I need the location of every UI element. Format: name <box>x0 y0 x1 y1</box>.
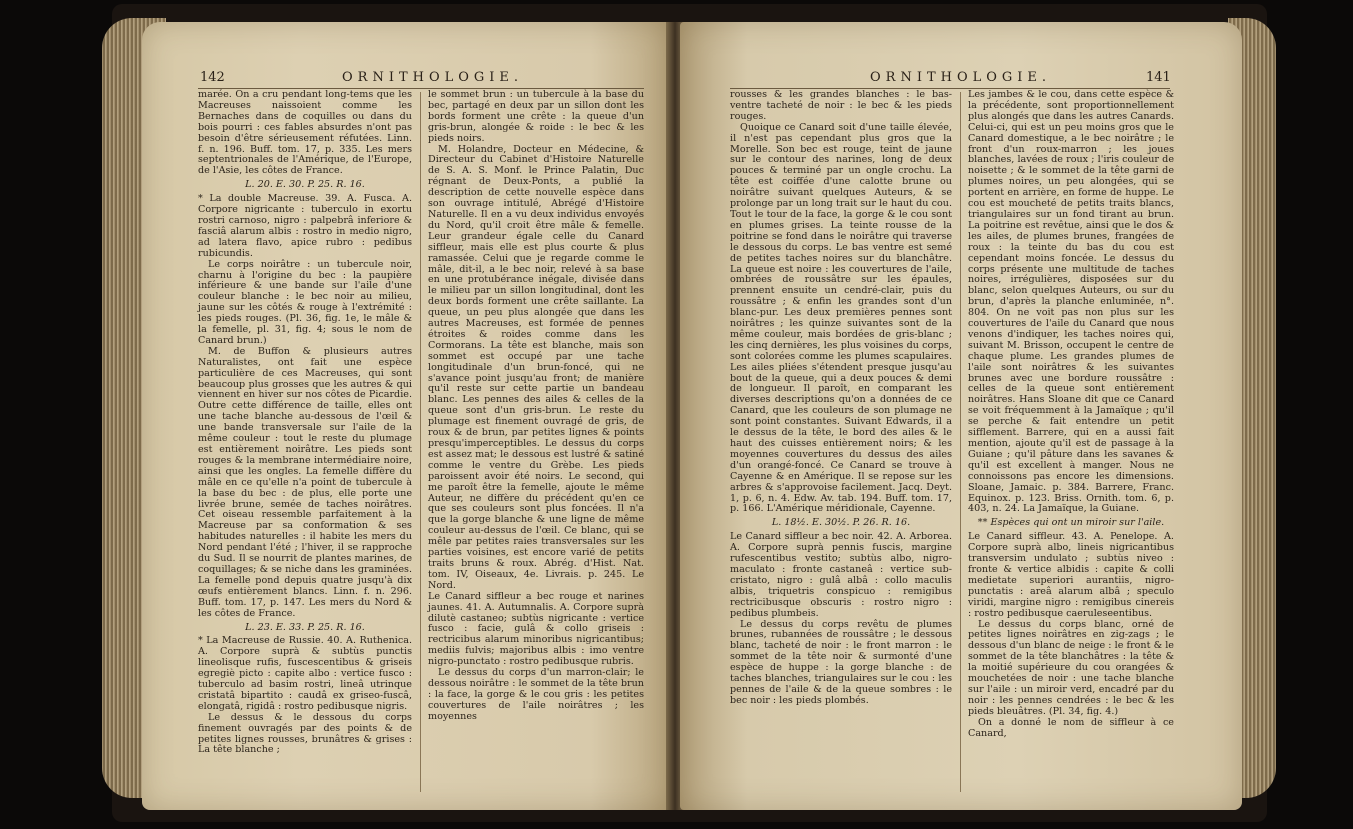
measurements: L. 20. E. 30. P. 25. R. 16. <box>245 179 365 191</box>
paragraph: On a donné le nom de siffleur à ce Canard, <box>968 716 1174 739</box>
paragraph: marée. On a cru pendant long-tems que les Macreuses naissoient comme les Bernaches dans de coquilles ou dans du bois pourri : ces fables absurdes n'ont pas besoin d'être sérieusement réfutées. Linn. f. n. 196. Buff. tom. 17, p. 335. Les mers septentrionales de l'Amérique, de l'Europe, de l'Asie, les côtes de France. <box>198 89 412 177</box>
section-heading: ** Espèces qui ont un miroir sur l'aile. <box>977 517 1165 529</box>
paragraph: Les jambes & le cou, dans cette espèce & la précédente, sont proportionnellement plus alongés que dans les autres Canards. Celui-ci, qui est un peu moins gros que le Canard domestique, a le bec noirâtre ; le front d'un roux-marron ; les joues blanches, lavées de roux ; l'iris couleur de noisette ; & le sommet de la tête garni de plumes noires, un peu alongées, qui se portent en arrière, en forme de huppe. Le cou est moucheté de petits traits blancs, triangulaires sur un fond tirant au brun. La poitrine est revêtue, ainsi que le dos & les ailes, de plumes brunes, frangées de roux : la teinte du bas du cou est cependant moins foncée. Le dessus du corps présente une multitude de taches noires, irrégulières, disposées sur du blanc, selon quelques Auteurs, ou sur du brun, d'après la planche enluminée, n°. 804. On ne voit pas non plus sur les couvertures de l'aile du Canard que nous venons d'indiquer, les taches noires qui, suivant M. Brisson, occupent le centre de chaque plume. Les grandes plumes de l'aile sont noirâtres & les suivantes brunes avec une bordure roussâtre : celles de la queue sont entièrement noirâtres. Hans Sloane dit que ce Canard se voit fréquemment à la Jamaïque ; qu'il se perche & fait entendre un petit sifflement. Barrere, qui en a aussi fait mention, ajoute qu'il est de passage à la Guiane ; qu'il pâture dans les savanes & qu'il est excellent à manger. Nous ne connoissons pas encore les dimensions. Sloane, Jamaic. p. 384. Barrere, Franc. Equinox. p. 123. Briss. Ornith. tom. 6, p. 403, n. 24. La Jamaïque, la Guiane. <box>968 89 1174 515</box>
paragraph: Le dessus du corps d'un marron-clair; le dessous noirâtre : le sommet de la tête brun : la face, la gorge & le cou gris : les petites couvertures de l'aile noirâtres ; les moyennes <box>428 667 644 722</box>
species-heading: Le Canard siffleur a bec rouge et narines jaunes. 41. A. Autumnalis. A. Corpore suprà dilutè castaneo; subtùs nigricante : vertice fusco : facie, gulâ & collo griseis : rectricibus alarum minoribus nigricantibus; mediis fulvis; majoribus albis : imo ventre nigro-punctato : rostro pedibusque rubris. <box>428 590 644 668</box>
paragraph: M. de Buffon & plusieurs autres Naturalistes, ont fait une espèce particulière de ces Macreuses, qui sont beaucoup plus grosses que les autres & qui viennent en hiver sur nos côtes de Picardie. Outre cette différence de taille, elles ont une tache blanche au-dessous de l'œil & une bande transversale sur l'aile de la même couleur : tout le reste du plumage est entièrement noirâtre. Les pieds sont rouges & la membrane intermédiaire noire, ainsi que les ongles. La femelle diffère du mâle en ce qu'elle n'a point de tubercule à la base du bec : de plus, elle porte une livrée brune, semée de taches noirâtres. Cet oiseau ressemble parfaitement à la Macreuse par sa conformation & ses habitudes naturelles : il habite les mers du Nord pendant l'été ; l'hiver, il se rapproche du Sud. Il se nourrit de plantes marines, de coquillages; & se niche dans les graminées. La femelle pond depuis quatre jusqu'à dix œufs entièrement blancs. Linn. f. n. 296. Buff. tom. 17, p. 147. Les mers du Nord & les côtes de France. <box>198 345 412 619</box>
paragraph: rousses & les grandes blanches : le bas-ventre tacheté de noir : le bec & les pieds rouges. <box>730 89 952 122</box>
paragraph: le sommet brun : un tubercule à la base du bec, partagé en deux par un sillon dont les bords forment une crête : la queue d'un gris-brun, alongée & roide : le bec & les pieds noirs. <box>428 89 644 144</box>
species-heading: * La double Macreuse. 39. A. Fusca. A. Corpore nigricante : tuberculo in exortu rostri carnoso, nigro : palpebrâ inferiore & fasciâ alarum albis : rostro in medio nigro, ad latera flavo, apice rubro : pedibus rubicundis. <box>198 193 412 259</box>
running-head: ORNITHOLOGIE. <box>342 70 524 85</box>
text-column-1 <box>730 90 952 707</box>
paragraph: Le dessus du corps revêtu de plumes brunes, rubannées de roussâtre ; le dessous blanc, tacheté de noir : le front marron : le sommet de la tête noir & surmonté d'une espèce de huppe : la gorge blanche : de taches blanches, triangulaires sur le cou : les pennes de l'aile & de la queue sombres : le bec noir : les pieds plombés. <box>730 618 952 706</box>
species-heading: Le Canard siffleur. 43. A. Penelope. A. Corpore suprà albo, lineis nigricantibus transversim undulato ; subtùs niveo : fronte & vertice albidis : capite & colli medietate superiori aurantiis, nigro-punctatis : areâ alarum albâ ; speculo viridi, margine nigro : remigibus cinereis : rostro pedibusque caeruleseentibus. <box>968 531 1174 619</box>
column-divider <box>960 92 961 792</box>
running-head: ORNITHOLOGIE. <box>870 70 1052 85</box>
species-heading: Le Canard siffleur a bec noir. 42. A. Arborea. A. Corpore suprà pennis fuscis, margine rufescentibus vestito; subtùs albo, nigro-maculato : fronte castaneâ : vertice sub-cristato, nigro : gulâ albâ : collo maculis albis, triquetris conspicuo : remigibus rectricibusque obscuris : rostro nigro : pedibus plumbeis. <box>730 531 952 619</box>
text-column-2 <box>968 90 1174 739</box>
text-column-1 <box>198 90 412 756</box>
paragraph: M. Holandre, Docteur en Médecine, & Directeur du Cabinet d'Histoire Naturelle de S. A. S. Monf. le Prince Palatin, Duc régnant de Deux-Ponts, a publié la description de cette nouvelle espèce dans son ouvrage intitulé, Abrégé d'Histoire Naturelle. Il en a vu deux individus envoyés du Nord, qu'il croit être mâle & femelle. Leur grandeur égale celle du Canard siffleur, mais elle est plus courte & plus ramassée. Celui que je regarde comme le mâle, dit-il, a le bec noir, relevé à sa base en une protubérance inégale, divisée dans le milieu par un sillon longitudinal, dont les deux bords forment une crête saillante. La queue, un peu plus alongée que dans les autres Macreuses, est formée de pennes étroites & roides comme dans les Cormorans. La tête est blanche, mais son sommet est occupé par une tache longitudinale d'un brun-foncé, qui ne s'avance point jusqu'au front; de manière qu'il reste sur cette partie un bandeau blanc. Les pennes des ailes & celles de la queue sont d'un gris-brun. Le reste du plumage est finement ouvragé de gris, de roux & de brun, par petites lignes & points presqu'imperceptibles. Le dessus du corps est assez mat; le dessous est lustré & satiné comme le ventre du Grèbe. Les pieds paroissent avoir été noirs. Le second, qui me paroît être la femelle, ajoute le même Auteur, ne diffère du précédent qu'en ce que ses couleurs sont plus foncées. Il n'a que la gorge blanche & une ligne de même couleur au-dessus de l'œil. Ce blanc, qui se mêle par petites raies transversales sur les parties voisines, est encore varié de petits traits bruns & roux. Abrég. d'Hist. Nat. tom. IV, Oiseaux, 4e. Livrais. p. 245. Le Nord. <box>428 143 644 591</box>
paragraph: Le dessus & le dessous du corps finement ouvragés par des points & de petites lignes rousses, brunâtres & grises : La tête blanche ; <box>198 711 412 756</box>
measurements: L. 18½. E. 30½. P. 26. R. 16. <box>771 517 911 529</box>
column-divider <box>420 92 421 792</box>
paragraph: Quoique ce Canard soit d'une taille élevée, il n'est pas cependant plus gros que la Morelle. Son bec est rouge, teint de jaune sur le contour des narines, long de deux pouces & terminé par un ongle crochu. La tête est coiffée d'une calotte brune ou noirâtre suivant quelques Auteurs, & se prolonge par un long trait sur le haut du cou. Tout le tour de la face, la gorge & le cou sont en plumes grises. La teinte rousse de la poitrine se fond dans le noirâtre qui traverse le dessous du corps. Le bas ventre est semé de petites taches noires sur du blanchâtre. La queue est noire : les couvertures de l'aile, ombrées de roussâtre sur les épaules, prennent ensuite un cendré-clair, puis du roussâtre ; & enfin les grandes sont d'un blanc-pur. Les deux premières pennes sont noirâtres ; les quinze suivantes sont de la même couleur, mais bordées de gris-blanc ; les cinq dernières, les plus voisines du corps, sont colorées comme les plumes scapulaires. Les ailes pliées s'étendent presque jusqu'au bout de la queue, qui a deux pouces & demi de longueur. Il paroît, en comparant les diverses descriptions qu'on a données de ce Canard, que les couleurs de son plumage ne sont point constantes. Suivant Edwards, il a le dessus de la tête, le bord des ailes & le haut des cuisses entièrement noirs; & les moyennes couvertures du dessus des ailes d'un orangé-foncé. Ce Canard se trouve à Cayenne & en Amérique. Il se repose sur les arbres & s'approvoise facilement. Jacq. Deyt. 1, p. 6, n. 4. Edw. Av. tab. 194. Buff. tom. 17, p. 166. L'Amérique méridionale, Cayenne. <box>730 121 952 515</box>
right-page <box>680 22 1242 810</box>
page-number: 141 <box>1146 70 1171 85</box>
left-page <box>142 22 670 810</box>
paragraph: Le corps noirâtre : un tubercule noir, charnu à l'origine du bec : la paupière inférieure & une bande sur l'aile d'une couleur blanche : le bec noir au milieu, jaune sur les côtés & rouge à l'extrémité : les pieds rouges. (Pl. 36, fig. 1e, le mâle & la femelle, pl. 31, fig. 4; sous le nom de Canard brun.) <box>198 258 412 346</box>
text-column-2 <box>428 90 644 723</box>
paragraph: Le dessus du corps blanc, orné de petites lignes noirâtres en zig-zags ; le dessous d'un blanc de neige : le front & le sommet de la tête blanchâtres : la tête & la moitié supérieure du cou orangées & mouchetées de noir : une tache blanche sur l'aile : un miroir verd, encadré par du noir : les pennes cendrées : le bec & les pieds bleuâtres. (Pl. 34, fig. 4.) <box>968 618 1174 717</box>
measurements: L. 23. E. 33. P. 25. R. 16. <box>245 621 365 633</box>
species-heading: * La Macreuse de Russie. 40. A. Ruthenica. A. Corpore suprà & subtùs punctis lineolisque rufis, fuscescentibus & griseis egregiè picto : capite albo : vertice fusco : tuberculo ad basim rostri, lineâ utrinque cristatâ bipartito : caudâ ex griseo-fuscâ, elongatâ, rigidâ : rostro pedibusque nigris. <box>198 635 412 712</box>
page-number: 142 <box>200 70 225 85</box>
